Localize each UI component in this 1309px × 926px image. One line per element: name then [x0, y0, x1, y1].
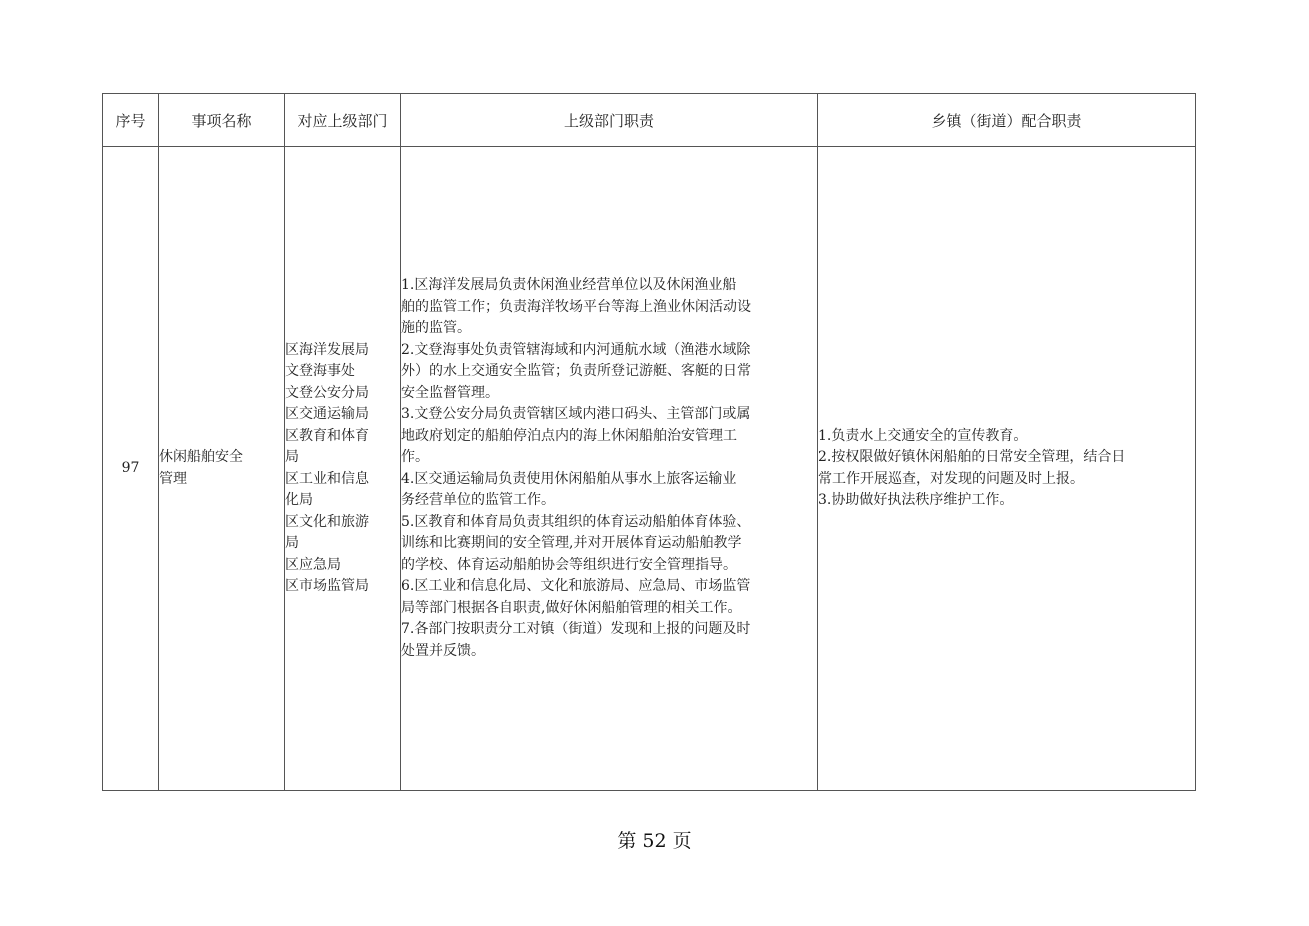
- header-seq: 序号: [103, 94, 159, 147]
- dept-line: 区海洋发展局: [285, 341, 369, 358]
- dept-line: 文登海事处: [285, 363, 355, 379]
- dept-line: 区市场监管局: [285, 578, 369, 594]
- item-name-line: 管理: [159, 470, 187, 487]
- dept-line: 区文化和旅游: [285, 513, 369, 530]
- duty-line: 安全监督管理。: [401, 384, 499, 401]
- duty-line: 施的监管。: [401, 320, 471, 336]
- duty-line: 5.区教育和体育局负责其组织的体育运动船舶体育体验、: [401, 513, 751, 530]
- cell-seq: 97: [103, 147, 159, 791]
- duty-line: 1.区海洋发展局负责休闲渔业经营单位以及休闲渔业船: [401, 277, 737, 293]
- cell-town-duty: [818, 147, 1196, 791]
- header-upper-duty: 上级部门职责: [401, 94, 818, 147]
- dept-line: 文登公安分局: [285, 384, 369, 401]
- table-header-row: [103, 94, 1196, 147]
- duty-line: 4.区交通运输局负责使用休闲船舶从事水上旅客运输业: [401, 470, 737, 487]
- cell-item-name: [159, 147, 285, 791]
- cell-upper-dept: [285, 147, 401, 791]
- duty-line: 外）的水上交通安全监管；负责所登记游艇、客艇的日常: [401, 363, 751, 379]
- cell-upper-duty: [401, 147, 818, 791]
- duty-line: 训练和比赛期间的安全管理,并对开展体育运动船舶教学: [401, 535, 742, 551]
- duty-line: 务经营单位的监管工作。: [401, 492, 555, 508]
- town-duty-line: 2.按权限做好镇休闲船舶的日常安全管理，结合日: [818, 449, 1126, 465]
- duty-line: 舶的监管工作；负责海洋牧场平台等海上渔业休闲活动设: [401, 298, 751, 315]
- town-duty-line: 常工作开展巡查，对发现的问题及时上报。: [818, 470, 1084, 487]
- duty-line: 局等部门根据各自职责,做好休闲船舶管理的相关工作。: [401, 599, 742, 616]
- duty-line: 6.区工业和信息化局、文化和旅游局、应急局、市场监管: [401, 578, 751, 594]
- dept-line: 区交通运输局: [285, 406, 369, 422]
- header-item-name: 事项名称: [159, 94, 285, 147]
- dept-line: 区教育和体育: [285, 427, 369, 444]
- duty-line: 2.文登海事处负责管辖海域和内河通航水域（渔港水域除: [401, 341, 751, 358]
- table-row: [103, 147, 1196, 791]
- dept-line: 局: [285, 449, 299, 465]
- duty-line: 作。: [401, 449, 429, 465]
- page-number: 第 52 页: [617, 830, 692, 852]
- header-upper-dept: 对应上级部门: [285, 94, 401, 147]
- town-duty-line: 3.协助做好执法秩序维护工作。: [818, 492, 1014, 508]
- duty-line: 的学校、体育运动船舶协会等组织进行安全管理指导。: [401, 556, 737, 573]
- duty-line: 地政府划定的船舶停泊点内的海上休闲船舶治安管理工: [401, 427, 737, 444]
- duty-line: 3.文登公安分局负责管辖区域内港口码头、主管部门或属: [401, 406, 751, 422]
- dept-line: 区工业和信息: [285, 470, 369, 487]
- town-duty-line: 1.负责水上交通安全的宣传教育。: [818, 427, 1028, 444]
- dept-line: 区应急局: [285, 556, 341, 573]
- duty-line: 处置并反馈。: [401, 642, 485, 659]
- item-name-line: 休闲船舶安全: [159, 449, 243, 465]
- header-town-duty: 乡镇（街道）配合职责: [818, 94, 1196, 147]
- duty-table: [102, 93, 1196, 791]
- dept-line: 局: [285, 535, 299, 551]
- duty-line: 7.各部门按职责分工对镇（街道）发现和上报的问题及时: [401, 621, 751, 637]
- dept-line: 化局: [285, 492, 313, 508]
